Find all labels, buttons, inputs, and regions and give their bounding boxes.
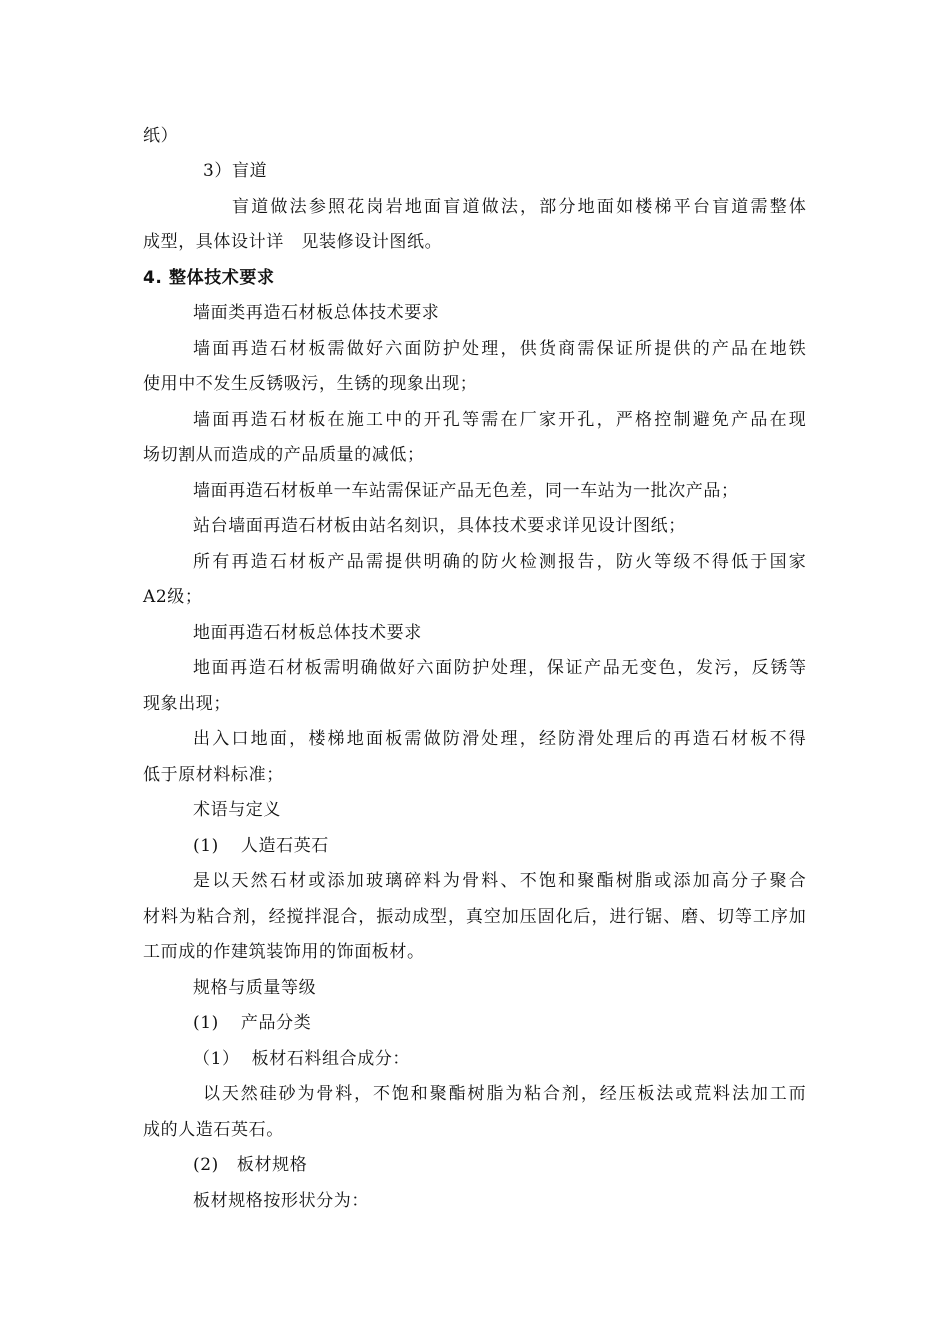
- item-number: (2): [193, 1155, 219, 1175]
- numbered-item: [193, 1047, 410, 1071]
- numbered-item: [193, 834, 329, 858]
- paragraph-line: 工而成的作建筑装饰用的饰面板材。: [143, 942, 425, 962]
- paragraph-line: 场切割从而造成的产品质量的减低；: [143, 445, 425, 465]
- paragraph-line: 成型，具体设计详 见装修设计图纸。: [143, 232, 443, 252]
- paragraph-line: 所 有 再 造 石 材 板 产 品 需 提 供 明 确 的 防 火 检 测 报 告 ， 防 火 等 级 不 得 低 于 国 家: [193, 552, 806, 572]
- paragraph-line: 墙 面 再 造 石 材 板 需 做 好 六 面 防 护 处 理 ， 供 货 商 需 保 证 所 提 供 的 产 品 在 地 铁: [193, 339, 806, 359]
- paragraph-line: 以 天 然 硅 砂 为 骨 料 ， 不 饱 和 聚 酯 树 脂 为 粘 合 剂 ， 经 压 板 法 或 荒 料 法 加 工 而: [203, 1084, 806, 1104]
- paragraph-line: 出 入 口 地 面 ， 楼 梯 地 面 板 需 做 防 滑 处 理 ， 经 防 滑 处 理 后 的 再 造 石 材 板 不 得: [193, 729, 806, 749]
- item-number: (1): [193, 1013, 219, 1033]
- list-item-heading: 3）盲道: [203, 161, 268, 181]
- paragraph-line: 现象出现；: [143, 694, 231, 714]
- paragraph-line: 墙面再造石材板单一车站需保证产品无色差，同一车站为一批次产品；: [193, 481, 739, 501]
- subsection-heading: 墙面类再造石材板总体技术要求: [193, 303, 440, 323]
- paragraph-line: 板材规格按形状分为：: [193, 1191, 369, 1211]
- item-label: 板材规格: [236, 1155, 308, 1175]
- numbered-item: [193, 1153, 307, 1177]
- item-number: （1）: [193, 1049, 240, 1069]
- paragraph-line: 地 面 再 造 石 材 板 需 明 确 做 好 六 面 防 护 处 理 ， 保 证 产 品 无 变 色 ， 发 污 ， 反 锈 等: [193, 658, 806, 678]
- paragraph-line: 成的人造石英石。: [143, 1120, 284, 1140]
- paragraph-line: 墙 面 再 造 石 材 板 在 施 工 中 的 开 孔 等 需 在 厂 家 开 孔 ， 严 格 控 制 避 免 产 品 在 现: [193, 410, 806, 430]
- paragraph-line: 盲 道 做 法 参 照 花 岗 岩 地 面 盲 道 做 法 ， 部 分 地 面 如 楼 梯 平 台 盲 道 需 整 体: [232, 197, 806, 217]
- section-heading: 4. 整体技术要求: [143, 268, 275, 288]
- paragraph-line: 是 以 天 然 石 材 或 添 加 玻 璃 碎 料 为 骨 料 、 不 饱 和 聚 酯 树 脂 或 添 加 高 分 子 聚 合: [193, 871, 806, 891]
- item-label: 产品分类: [240, 1013, 312, 1033]
- paragraph-line: 材 料 为 粘 合 剂 ， 经 搅 拌 混 合 ， 振 动 成 型 ， 真 空 加 压 固 化 后 ， 进 行 锯 、 磨 、 切 等 工 序 加: [143, 907, 806, 927]
- paragraph-line: 站台墙面再造石材板由站名刻识，具体技术要求详见设计图纸；: [193, 516, 686, 536]
- subsection-heading: 术语与定义: [193, 800, 281, 820]
- numbered-item: [193, 1011, 311, 1035]
- paragraph-line: 低于原材料标准；: [143, 765, 284, 785]
- subsection-heading: 地面再造石材板总体技术要求: [193, 623, 422, 643]
- item-label: 人造石英石: [240, 836, 329, 856]
- text-line: 纸）: [143, 126, 179, 146]
- item-number: (1): [193, 836, 219, 856]
- paragraph-line: A2级；: [143, 587, 203, 607]
- item-label: 板材石料组合成分：: [251, 1049, 411, 1069]
- subsection-heading: 规格与质量等级: [193, 978, 317, 998]
- paragraph-line: 使用中不发生反锈吸污，生锈的现象出现；: [143, 374, 478, 394]
